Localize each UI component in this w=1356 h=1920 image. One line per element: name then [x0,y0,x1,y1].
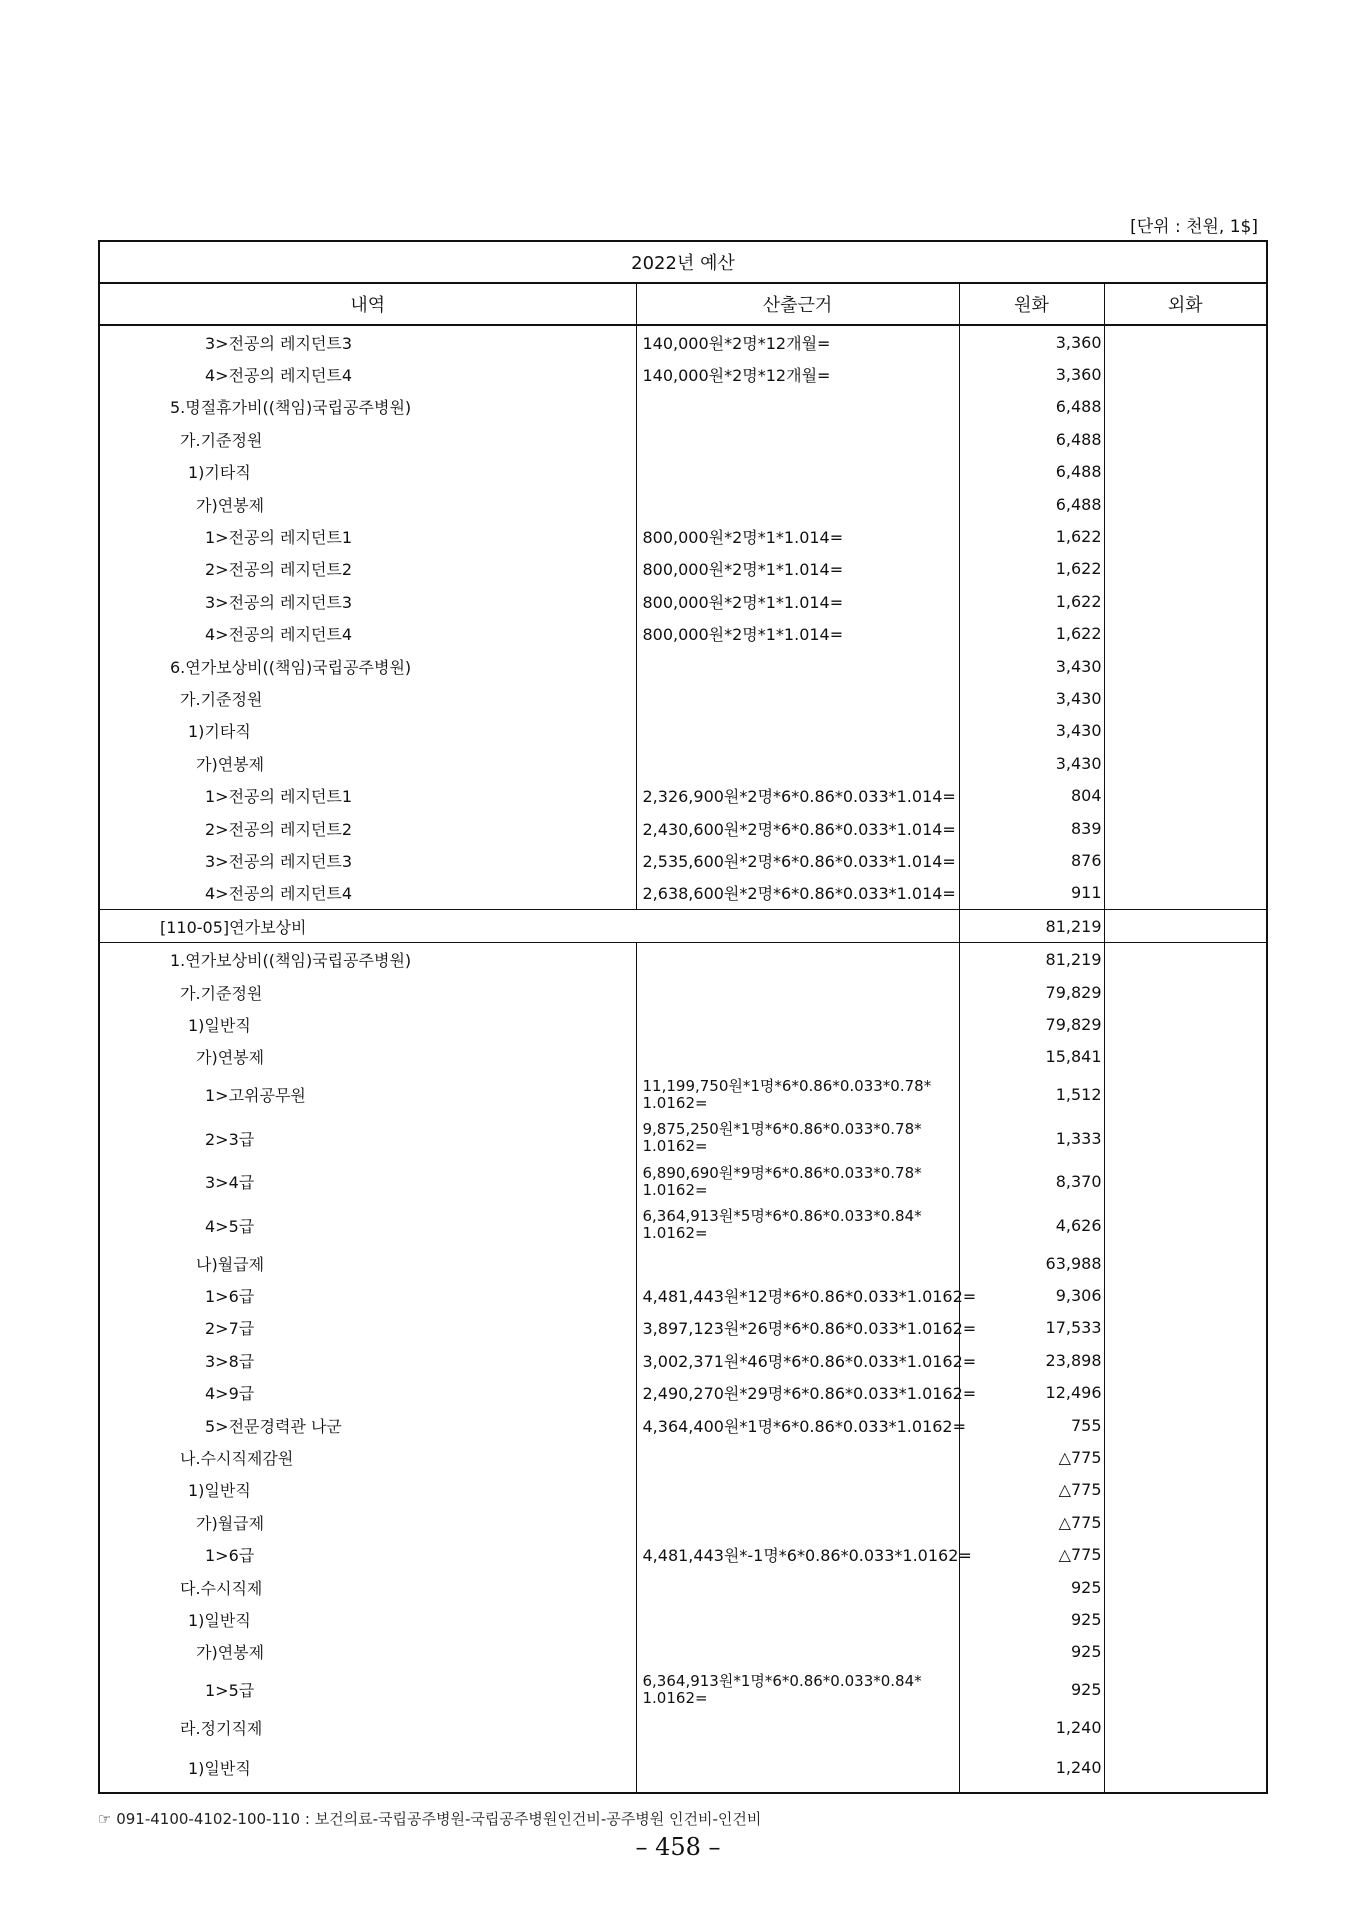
row-krw: 925 [959,1668,1104,1712]
row-krw: 81,219 [959,910,1104,943]
row-krw: 839 [959,812,1104,844]
row-foreign [1104,747,1267,779]
row-krw: 1,240 [959,1712,1104,1744]
unit-label: [단위 : 천원, 1$] [1130,217,1258,237]
table-row [99,325,1267,358]
table-row [99,1377,1267,1409]
row-calc [636,1441,959,1473]
table-row [99,1441,1267,1473]
row-calc: 9,875,250원*1명*6*0.86*0.033*0.78* 1.0162= [636,1116,959,1160]
row-krw: 23,898 [959,1344,1104,1376]
row-calc [636,1506,959,1538]
row-calc: 4,481,443원*-1명*6*0.86*0.033*1.0162= [636,1539,959,1571]
row-krw: 79,829 [959,976,1104,1008]
table-row [99,1312,1267,1344]
row-foreign [1104,1073,1267,1117]
row-krw: 804 [959,779,1104,811]
row-calc: 140,000원*2명*12개월= [636,325,959,358]
table-row [99,488,1267,520]
budget-code-footnote: ☞ 091-4100-4102-100-110 : 보건의료-국립공주병원-국립공주병원인건비-공주병원 인건비-인건비 [98,1810,762,1828]
row-krw: 6,488 [959,391,1104,423]
row-item: 1>5급 [99,1668,636,1712]
row-calc: 6,364,913원*5명*6*0.86*0.033*0.84* 1.0162= [636,1203,959,1247]
budget-table [98,240,1268,1794]
row-calc [636,456,959,488]
row-item: 가.기준정원 [99,976,636,1008]
row-item: 4>5급 [99,1203,636,1247]
table-row [99,650,1267,682]
row-krw: 15,841 [959,1041,1104,1073]
row-krw: △775 [959,1474,1104,1506]
row-foreign [1104,1116,1267,1160]
row-item: 1.연가보상비((책임)국립공주병원) [99,943,636,976]
row-calc: 4,364,400원*1명*6*0.86*0.033*1.0162= [636,1409,959,1441]
table-row [99,877,1267,910]
row-item: 가.기준정원 [99,682,636,714]
row-item: 6.연가보상비((책임)국립공주병원) [99,650,636,682]
table-row [99,1668,1267,1712]
row-calc: 800,000원*2명*1*1.014= [636,553,959,585]
row-item: 3>전공의 레지던트3 [99,325,636,358]
row-calc: 2,638,600원*2명*6*0.86*0.033*1.014= [636,877,959,910]
row-krw: 925 [959,1636,1104,1668]
row-calc [636,682,959,714]
table-title: 2022년 예산 [99,241,1267,283]
row-calc [636,488,959,520]
table-row [99,1539,1267,1571]
row-krw: 3,360 [959,325,1104,358]
row-foreign [1104,812,1267,844]
row-item: 가)연봉제 [99,1041,636,1073]
row-item: 4>전공의 레지던트4 [99,877,636,910]
row-foreign [1104,682,1267,714]
row-item: 다.수시직제 [99,1571,636,1603]
row-foreign [1104,1636,1267,1668]
row-item: 1>전공의 레지던트1 [99,779,636,811]
table-row [99,553,1267,585]
table-row [99,844,1267,876]
table-row [99,1636,1267,1668]
row-calc: 800,000원*2명*1*1.014= [636,585,959,617]
table-row [99,1203,1267,1247]
row-foreign [1104,844,1267,876]
header-calc: 산출근거 [636,283,959,325]
row-item: 5.명절휴가비((책임)국립공주병원) [99,391,636,423]
row-item: 2>전공의 레지던트2 [99,553,636,585]
row-item: 4>전공의 레지던트4 [99,618,636,650]
row-item: 가)월급제 [99,1506,636,1538]
row-krw: 1,512 [959,1073,1104,1117]
row-calc: 800,000원*2명*1*1.014= [636,520,959,552]
table-row [99,1160,1267,1204]
table-row [99,391,1267,423]
table-row [99,1073,1267,1117]
row-item: 3>4급 [99,1160,636,1204]
row-item: 가.기준정원 [99,423,636,455]
table-row [99,1344,1267,1376]
row-foreign [1104,910,1267,943]
row-calc [636,423,959,455]
row-calc: 2,430,600원*2명*6*0.86*0.033*1.014= [636,812,959,844]
table-row [99,779,1267,811]
row-foreign [1104,1203,1267,1247]
row-krw: 1,622 [959,520,1104,552]
row-foreign [1104,1409,1267,1441]
row-krw: 1,333 [959,1116,1104,1160]
row-krw: 925 [959,1603,1104,1635]
row-foreign [1104,1344,1267,1376]
row-krw: △775 [959,1506,1104,1538]
row-item: 1>6급 [99,1539,636,1571]
section-row [99,910,1267,943]
row-foreign [1104,1539,1267,1571]
row-krw: △775 [959,1539,1104,1571]
row-item: 가)연봉제 [99,747,636,779]
row-krw: 4,626 [959,1203,1104,1247]
row-krw: 17,533 [959,1312,1104,1344]
row-foreign [1104,943,1267,976]
row-foreign [1104,1712,1267,1744]
table-row [99,1506,1267,1538]
row-calc: 2,490,270원*29명*6*0.86*0.033*1.0162= [636,1377,959,1409]
row-calc [636,1744,959,1793]
row-foreign [1104,1474,1267,1506]
row-foreign [1104,456,1267,488]
row-foreign [1104,325,1267,358]
row-foreign [1104,877,1267,910]
row-item: 가)연봉제 [99,1636,636,1668]
row-item: 3>전공의 레지던트3 [99,844,636,876]
row-foreign [1104,976,1267,1008]
table-row [99,585,1267,617]
table-row [99,1571,1267,1603]
row-calc: 3,002,371원*46명*6*0.86*0.033*1.0162= [636,1344,959,1376]
table-row [99,1474,1267,1506]
row-item: 1)일반직 [99,1744,636,1793]
table-row [99,618,1267,650]
row-item: 1>고위공무원 [99,1073,636,1117]
row-item: 4>9급 [99,1377,636,1409]
row-calc [636,976,959,1008]
row-item: 라.정기직제 [99,1712,636,1744]
table-body [99,325,1267,1793]
table-row [99,1279,1267,1311]
row-item: 가)연봉제 [99,488,636,520]
row-calc: 140,000원*2명*12개월= [636,358,959,390]
row-calc [636,1474,959,1506]
row-item: 1)일반직 [99,1008,636,1040]
row-item: 1)기타직 [99,456,636,488]
row-foreign [1104,779,1267,811]
row-calc: 11,199,750원*1명*6*0.86*0.033*0.78* 1.0162= [636,1073,959,1117]
row-foreign [1104,1279,1267,1311]
table-row [99,423,1267,455]
table-row [99,456,1267,488]
row-foreign [1104,1377,1267,1409]
row-krw: 876 [959,844,1104,876]
table-row [99,520,1267,552]
row-foreign [1104,1041,1267,1073]
row-calc: 3,897,123원*26명*6*0.86*0.033*1.0162= [636,1312,959,1344]
row-calc [636,1712,959,1744]
row-calc: 4,481,443원*12명*6*0.86*0.033*1.0162= [636,1279,959,1311]
row-krw: 8,370 [959,1160,1104,1204]
row-calc [636,1041,959,1073]
table-row [99,943,1267,976]
row-krw: 79,829 [959,1008,1104,1040]
row-calc: 800,000원*2명*1*1.014= [636,618,959,650]
row-foreign [1104,1668,1267,1712]
row-krw: 6,488 [959,423,1104,455]
row-calc [636,1008,959,1040]
row-foreign [1104,1506,1267,1538]
row-krw: 6,488 [959,488,1104,520]
row-krw: 911 [959,877,1104,910]
table-row [99,1712,1267,1744]
row-foreign [1104,391,1267,423]
row-krw: 12,496 [959,1377,1104,1409]
row-calc: 6,890,690원*9명*6*0.86*0.033*0.78* 1.0162= [636,1160,959,1204]
row-item: 5>전문경력관 나군 [99,1409,636,1441]
row-foreign [1104,1603,1267,1635]
row-item: 나.수시직제감원 [99,1441,636,1473]
row-krw: 1,240 [959,1744,1104,1793]
row-krw: 3,430 [959,682,1104,714]
row-foreign [1104,715,1267,747]
table-row [99,358,1267,390]
row-item: 나)월급제 [99,1247,636,1279]
table-row [99,682,1267,714]
page-number: – 458 – [635,1833,721,1861]
row-krw: 1,622 [959,618,1104,650]
row-item: 1>6급 [99,1279,636,1311]
table-row [99,1041,1267,1073]
row-item: 2>전공의 레지던트2 [99,812,636,844]
row-foreign [1104,1160,1267,1204]
table-row [99,1008,1267,1040]
row-foreign [1104,1441,1267,1473]
row-foreign [1104,1571,1267,1603]
table-row [99,747,1267,779]
row-foreign [1104,618,1267,650]
row-foreign [1104,520,1267,552]
row-foreign [1104,423,1267,455]
row-krw: 9,306 [959,1279,1104,1311]
row-krw: 81,219 [959,943,1104,976]
row-foreign [1104,1247,1267,1279]
row-item: 1)일반직 [99,1474,636,1506]
row-item: 4>전공의 레지던트4 [99,358,636,390]
row-foreign [1104,650,1267,682]
row-item: 2>3급 [99,1116,636,1160]
row-krw: 1,622 [959,553,1104,585]
row-item: 3>전공의 레지던트3 [99,585,636,617]
table-row [99,1744,1267,1793]
row-foreign [1104,1744,1267,1793]
row-calc [636,1571,959,1603]
row-calc [636,650,959,682]
row-calc: 2,535,600원*2명*6*0.86*0.033*1.014= [636,844,959,876]
header-foreign: 외화 [1104,283,1267,325]
row-calc [636,391,959,423]
row-krw: 1,622 [959,585,1104,617]
row-calc [636,715,959,747]
table-row [99,1409,1267,1441]
row-foreign [1104,1312,1267,1344]
row-item: 3>8급 [99,1344,636,1376]
table-row [99,1247,1267,1279]
table-row [99,976,1267,1008]
row-krw: 63,988 [959,1247,1104,1279]
table-row [99,715,1267,747]
row-krw: △775 [959,1441,1104,1473]
row-krw: 3,360 [959,358,1104,390]
table-row [99,812,1267,844]
row-calc [636,1636,959,1668]
row-foreign [1104,358,1267,390]
row-foreign [1104,488,1267,520]
row-calc: 6,364,913원*1명*6*0.86*0.033*0.84* 1.0162= [636,1668,959,1712]
header-krw: 원화 [959,283,1104,325]
row-krw: 3,430 [959,747,1104,779]
row-item: 1>전공의 레지던트1 [99,520,636,552]
row-calc [636,1603,959,1635]
row-foreign [1104,553,1267,585]
row-item: [110-05]연가보상비 [99,910,959,943]
row-item: 2>7급 [99,1312,636,1344]
table-row [99,1116,1267,1160]
row-foreign [1104,1008,1267,1040]
row-calc [636,1247,959,1279]
row-krw: 3,430 [959,715,1104,747]
row-calc [636,747,959,779]
row-foreign [1104,585,1267,617]
table-row [99,1603,1267,1635]
row-krw: 3,430 [959,650,1104,682]
header-item: 내역 [99,283,636,325]
row-krw: 6,488 [959,456,1104,488]
row-krw: 755 [959,1409,1104,1441]
row-item: 1)기타직 [99,715,636,747]
row-calc: 2,326,900원*2명*6*0.86*0.033*1.014= [636,779,959,811]
row-krw: 925 [959,1571,1104,1603]
row-calc [636,943,959,976]
row-item: 1)일반직 [99,1603,636,1635]
